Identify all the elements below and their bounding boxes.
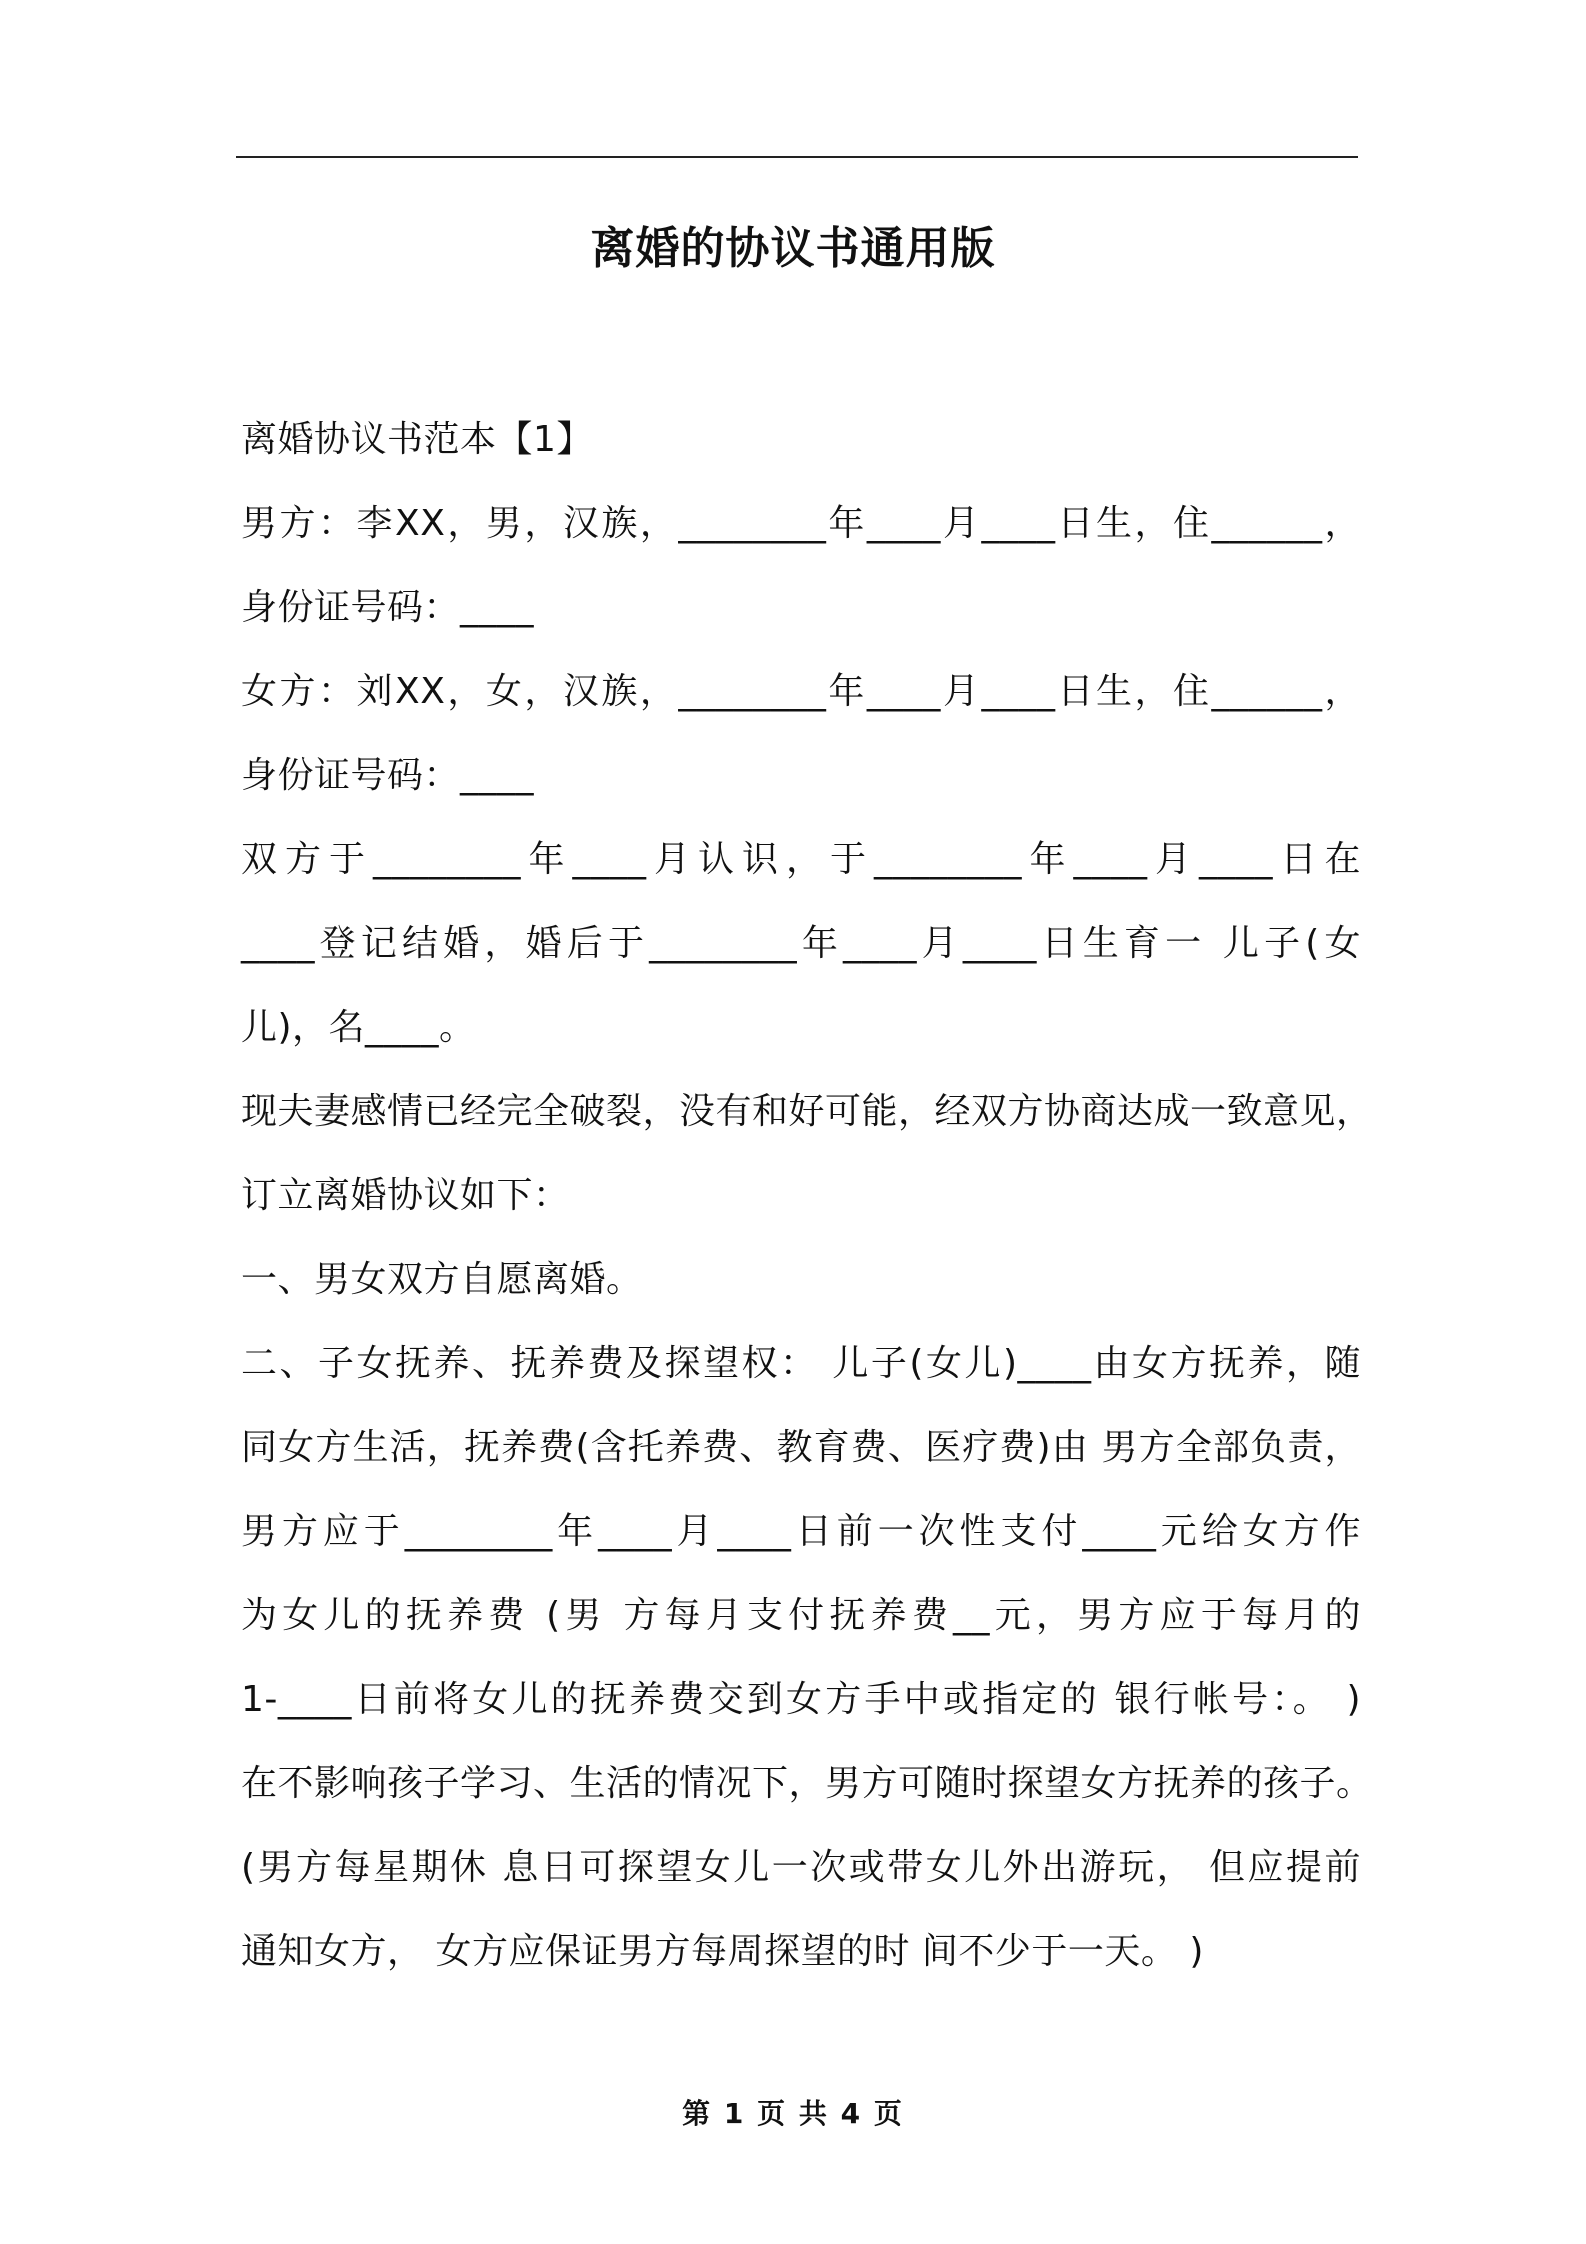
clause-one: 一、男女双方自愿离婚。 [241,1259,643,1300]
body-line: 儿)，名____。 [241,1007,476,1048]
section-heading: 离婚协议书范本【1】 [241,419,593,460]
body-line-male-id: 身份证号码：____ [241,587,535,628]
body-line: 同女方生活，抚养费(含托养费、教育费、医疗费)由 男方全部负责， [241,1427,1361,1468]
body-line-male-party: 男方：李XX，男，汉族，________年____月____日生，住______， [241,503,1361,544]
document-body [241,398,1373,1994]
body-line: 男方应于________年____月____日前一次性支付____元给女方作 [241,1511,1361,1552]
body-line: 通知女方， 女方应保证男方每周探望的时 间不少于一天。 ) [241,1931,1204,1972]
body-line: 为女儿的抚养费 (男 方每月支付抚养费__元，男方应于每月的 [241,1595,1361,1636]
body-line: ____登记结婚，婚后于________年____月____日生育一 儿子(女 [241,923,1361,964]
body-line: 双方于________年____月认识，于________年____月____日在 [241,839,1361,880]
document-title: 离婚的协议书通用版 [590,223,996,274]
body-line: 订立离婚协议如下： [241,1175,570,1216]
body-line-female-id: 身份证号码：____ [241,755,535,796]
page-number: 第 1 页 共 4 页 [682,2097,904,2130]
header-rule [236,156,1358,158]
body-line: 在不影响孩子学习、生活的情况下，男方可随时探望女方抚养的孩子。 [241,1763,1373,1804]
body-line: 1-____日前将女儿的抚养费交到女方手中或指定的 银行帐号：。 ) [241,1679,1361,1720]
body-line-female-party: 女方：刘XX，女，汉族，________年____月____日生，住______， [241,671,1361,712]
body-line: (男方每星期休 息日可探望女儿一次或带女儿外出游玩， 但应提前 [241,1847,1361,1888]
clause-two: 二、子女抚养、抚养费及探望权： 儿子(女儿)____由女方抚养，随 [241,1343,1361,1384]
body-line: 现夫妻感情已经完全破裂，没有和好可能，经双方协商达成一致意见， [241,1091,1373,1132]
